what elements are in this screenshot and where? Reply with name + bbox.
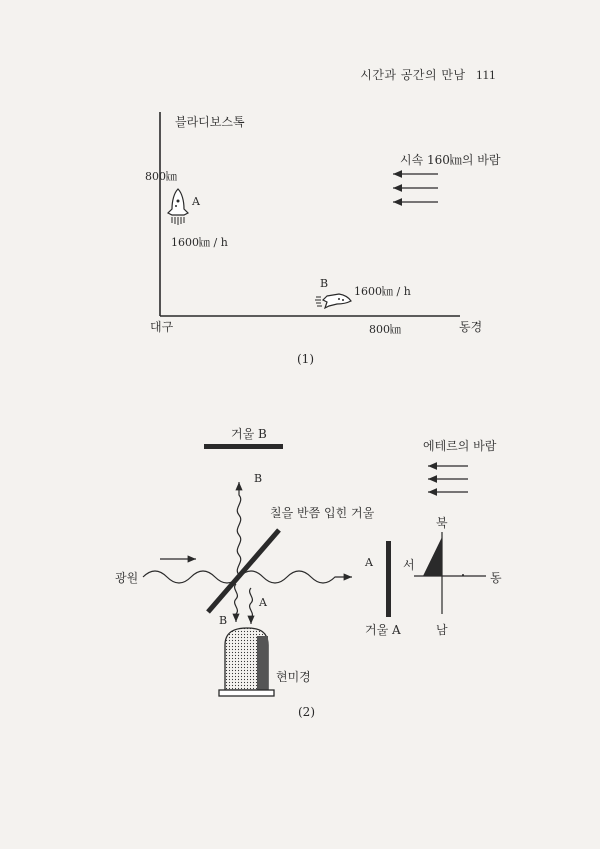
beam-b-up [237, 482, 240, 575]
light-source-label: 광원 [115, 571, 139, 585]
distance-vertical: 800㎞ [145, 170, 177, 183]
wind-speed-label: 시속 160㎞의 바람 [400, 153, 501, 167]
beam-b-down-label: B [219, 614, 228, 627]
city-tokyo: 동경 [459, 320, 483, 334]
beam-b-top-label: B [254, 472, 263, 485]
mirror-a [386, 541, 391, 617]
airplane-b-icon [315, 294, 351, 308]
running-title: 시간과 공간의 만남 [360, 68, 466, 82]
figure-2 [115, 426, 502, 719]
mirror-b-label: 거울 B [231, 427, 267, 441]
microscope-label: 현미경 [276, 670, 311, 684]
compass-north: 북 [436, 516, 448, 530]
speed-a-label: 1600㎞ / h [171, 236, 228, 249]
compass [414, 532, 486, 614]
beam-a-down [250, 588, 253, 624]
ether-wind-arrows [428, 466, 468, 492]
figure-1-caption: (1) [297, 352, 314, 366]
microscope-icon [219, 628, 274, 696]
city-daegu: 대구 [150, 320, 174, 334]
beam-a-down-label: A [259, 596, 267, 609]
mirror-a-label: 거울 A [365, 623, 401, 637]
beam-a-right-label: A [365, 556, 373, 569]
airplane-a-icon [168, 189, 188, 225]
plane-a-label: A [192, 195, 200, 208]
wind-arrows [393, 174, 438, 202]
figure-1 [145, 112, 501, 366]
plane-b-label: B [320, 277, 329, 290]
mirror-b [204, 444, 283, 449]
distance-horizontal: 800㎞ [369, 323, 401, 336]
half-mirror-label: 칠을 반쯤 입힌 거울 [270, 506, 375, 520]
half-silvered-mirror [208, 530, 279, 612]
figure-2-caption: (2) [298, 705, 315, 719]
beam-horizontal [143, 571, 352, 583]
ether-wind-label: 에테르의 바람 [423, 439, 497, 453]
beam-b-down [235, 584, 238, 622]
compass-east: 동 [490, 571, 502, 585]
page-number: 111 [475, 67, 496, 82]
compass-south: 남 [436, 623, 448, 637]
speed-b-label: 1600㎞ / h [354, 285, 411, 298]
city-vladivostok: 블라디보스톡 [175, 115, 245, 129]
compass-west: 서 [403, 558, 415, 572]
